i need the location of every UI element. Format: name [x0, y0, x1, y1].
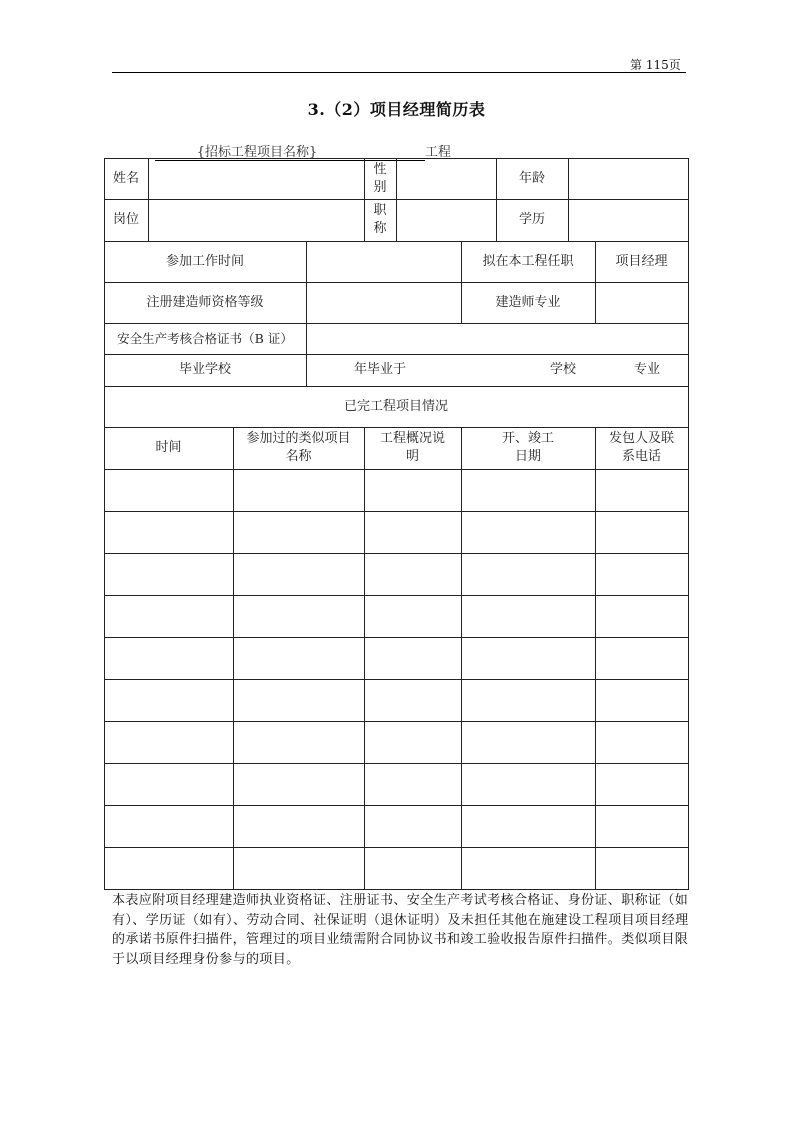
column-header-line1: 时间: [155, 440, 182, 455]
table-cell[interactable]: [233, 847, 364, 889]
table-cell[interactable]: [461, 763, 595, 805]
graduated-year-text: 年毕业于: [354, 362, 407, 377]
table-cell[interactable]: [364, 511, 461, 553]
column-header-line1: 工程概况说: [379, 431, 445, 446]
table-cell[interactable]: [104, 637, 233, 679]
table-cell[interactable]: [461, 469, 595, 511]
table-cell[interactable]: [233, 763, 364, 805]
table-cell[interactable]: [104, 595, 233, 637]
table-cell[interactable]: [104, 469, 233, 511]
table-cell[interactable]: [595, 847, 688, 889]
header-rule: [112, 72, 686, 73]
table-cell[interactable]: [595, 721, 688, 763]
school-text: 学校: [550, 362, 577, 377]
safety-cert-label: 安全生产考核合格证书（B 证）: [117, 330, 293, 346]
table-cell[interactable]: [364, 469, 461, 511]
projects-column-header: [595, 427, 688, 469]
table-cell[interactable]: [461, 721, 595, 763]
work-start-label: 参加工作时间: [165, 253, 244, 269]
table-cell[interactable]: [364, 595, 461, 637]
graduated-school-field[interactable]: [306, 354, 688, 386]
work-start-field[interactable]: [306, 241, 461, 282]
projects-column-header: [461, 427, 595, 469]
table-cell[interactable]: [233, 721, 364, 763]
table-cell[interactable]: [233, 595, 364, 637]
table-cell[interactable]: [364, 805, 461, 847]
table-cell[interactable]: [364, 553, 461, 595]
column-header-line2: 名称: [285, 449, 312, 464]
table-cell[interactable]: [104, 805, 233, 847]
completed-projects-label: 已完工程项目情况: [343, 398, 448, 414]
column-header-line2: 系电话: [621, 449, 661, 464]
table-cell[interactable]: [364, 637, 461, 679]
table-cell[interactable]: [104, 721, 233, 763]
table-cell[interactable]: [233, 469, 364, 511]
name-label: 姓名: [112, 170, 139, 186]
table-cell[interactable]: [233, 679, 364, 721]
table-cell[interactable]: [461, 553, 595, 595]
table-rule-horizontal: [104, 889, 689, 890]
project-suffix: 工程: [425, 145, 452, 160]
table-cell[interactable]: [104, 511, 233, 553]
gender-label: [364, 158, 396, 199]
table-cell[interactable]: [364, 721, 461, 763]
column-header-line1: 发包人及联: [608, 431, 674, 446]
age-label: 年龄: [518, 170, 545, 186]
table-cell[interactable]: [104, 847, 233, 889]
table-cell[interactable]: [461, 637, 595, 679]
title-label-line2: 称: [373, 221, 387, 236]
page-number: 第 115页: [630, 58, 681, 72]
table-cell[interactable]: [461, 595, 595, 637]
table-cell[interactable]: [233, 637, 364, 679]
projects-column-header: [104, 427, 233, 469]
title-label-line1: 职: [373, 203, 387, 218]
position-field[interactable]: [148, 199, 364, 241]
column-header-line2: 日期: [514, 449, 541, 464]
table-cell[interactable]: [233, 553, 364, 595]
table-cell[interactable]: [595, 553, 688, 595]
constructor-grade-field[interactable]: [306, 282, 461, 323]
table-cell[interactable]: [595, 637, 688, 679]
major-text: 专业: [634, 362, 661, 377]
table-cell[interactable]: [595, 679, 688, 721]
table-cell[interactable]: [233, 805, 364, 847]
table-rule-vertical: [688, 158, 689, 889]
table-cell[interactable]: [364, 763, 461, 805]
age-field[interactable]: [568, 158, 688, 199]
column-header-line1: 参加过的类似项目: [246, 431, 351, 446]
table-cell[interactable]: [461, 679, 595, 721]
table-cell[interactable]: [364, 679, 461, 721]
projects-column-header: [364, 427, 461, 469]
education-label: 学历: [518, 212, 545, 227]
table-cell[interactable]: [461, 805, 595, 847]
constructor-grade-label: 注册建造师资格等级: [146, 294, 264, 310]
table-cell[interactable]: [364, 847, 461, 889]
table-cell[interactable]: [595, 511, 688, 553]
title-label: [364, 199, 396, 241]
table-cell[interactable]: [104, 763, 233, 805]
table-cell[interactable]: [595, 595, 688, 637]
table-cell[interactable]: [104, 553, 233, 595]
safety-cert-field[interactable]: [306, 323, 688, 354]
projects-column-header: [233, 427, 364, 469]
proposed-role-label: 拟在本工程任职: [482, 253, 574, 269]
table-cell[interactable]: [595, 469, 688, 511]
table-cell[interactable]: [233, 511, 364, 553]
constructor-specialty-field[interactable]: [595, 282, 688, 323]
proposed-role-value: 项目经理: [615, 253, 668, 269]
column-header-line2: 明: [405, 449, 419, 464]
position-label: 岗位: [112, 212, 139, 227]
name-field[interactable]: [148, 158, 364, 199]
attachment-note: 本表应附项目经理建造师执业资格证、注册证书、安全生产考试考核合格证、身份证、职称证（如有）、学历证（如有）、劳动合同、社保证明（退休证明）及未担任其他在施建设工程项目项目经理的承诺书原件扫描件，管理过的项目业绩需附合同协议书和竣工验收报告原件扫描件。类似项目限于以项目经理身份参与的项目。: [112, 893, 689, 967]
gender-label-line2: 别: [373, 179, 387, 195]
table-cell[interactable]: [595, 763, 688, 805]
project-name-placeholder: {招标工程项目名称}: [196, 145, 318, 160]
table-cell[interactable]: [461, 847, 595, 889]
table-cell[interactable]: [461, 511, 595, 553]
table-cell[interactable]: [104, 679, 233, 721]
gender-label-line1: 性: [373, 161, 387, 177]
graduated-school-label: 毕业学校: [178, 362, 231, 377]
table-cell[interactable]: [595, 805, 688, 847]
education-field[interactable]: [568, 199, 688, 241]
gender-field[interactable]: [396, 158, 496, 199]
constructor-specialty-label: 建造师专业: [495, 294, 561, 310]
page-title: 3.（2）项目经理简历表: [307, 100, 486, 119]
title-field[interactable]: [396, 199, 496, 241]
column-header-line1: 开、竣工: [501, 431, 554, 446]
